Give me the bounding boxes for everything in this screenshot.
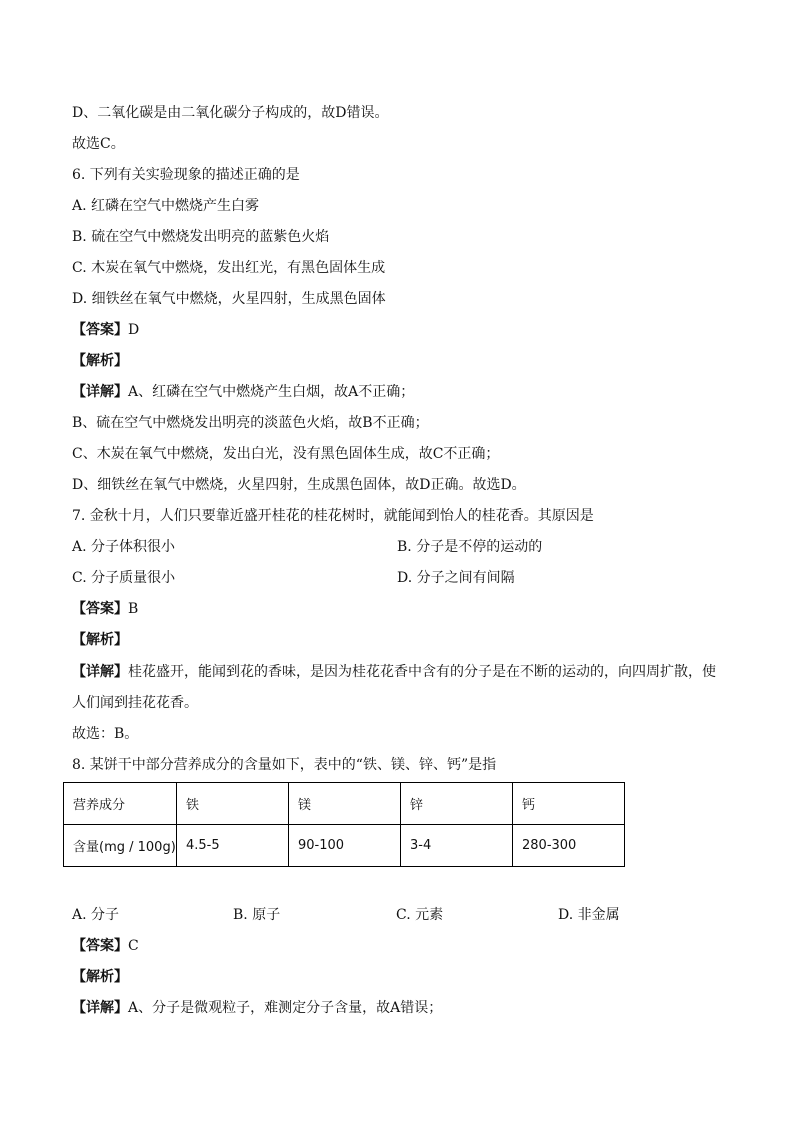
detail-text: A、红磷在空气中燃烧产生白烟，故A不正确； (128, 384, 415, 400)
q7-detail-line2: 人们闻到挂花花香。 (72, 695, 198, 711)
q7-option-c: C. 分子质量很小 (72, 570, 176, 586)
table-header-row (64, 783, 625, 825)
table-cell: 280-300 (513, 825, 625, 867)
q7-option-a: A. 分子体积很小 (72, 539, 176, 555)
q8-option-a: A. 分子 (72, 907, 120, 923)
q6-option-a: A. 红磷在空气中燃烧产生白雾 (72, 198, 260, 214)
q8-stem: 8. 某饼干中部分营养成分的含量如下，表中的“铁、镁、锌、钙”是指 (72, 757, 497, 773)
q6-option-b: B. 硫在空气中燃烧发出明亮的蓝紫色火焰 (72, 229, 330, 245)
table-header-cell: 铁 (177, 783, 289, 825)
analysis-label: 【解析】 (72, 969, 128, 985)
q6-detail-a (72, 382, 414, 402)
q5-choice: 故选C。 (72, 136, 125, 152)
table-header-cell: 营养成分 (64, 783, 177, 825)
q6-detail-d: D、细铁丝在氧气中燃烧，火星四射，生成黑色固体，故D正确。故选D。 (72, 477, 526, 493)
q6-analysis-label (72, 351, 128, 371)
table-row (64, 825, 625, 867)
answer-label: 【答案】 (72, 322, 128, 338)
q6-option-d: D. 细铁丝在氧气中燃烧，火星四射，生成黑色固体 (72, 291, 386, 307)
table-header-cell: 镁 (289, 783, 401, 825)
q6-detail-b: B、硫在空气中燃烧发出明亮的淡蓝色火焰，故B不正确； (72, 415, 429, 431)
q6-detail-c: C、木炭在氧气中燃烧，发出白光，没有黑色固体生成，故C不正确； (72, 446, 500, 462)
q6-option-c: C. 木炭在氧气中燃烧，发出红光，有黑色固体生成 (72, 260, 386, 276)
q7-option-b: B. 分子是不停的运动的 (397, 539, 543, 555)
table-header-cell: 钙 (513, 783, 625, 825)
q7-answer (72, 599, 138, 619)
q5-option-d-explanation: D、二氧化碳是由二氧化碳分子构成的，故D错误。 (72, 105, 389, 121)
table-cell: 3-4 (401, 825, 513, 867)
answer-label: 【答案】 (72, 938, 128, 954)
q6-answer (72, 320, 139, 340)
detail-label: 【详解】 (72, 664, 128, 680)
analysis-label: 【解析】 (72, 632, 128, 648)
q7-choice: 故选：B。 (72, 726, 139, 742)
answer-value: B (128, 601, 139, 617)
q7-stem: 7. 金秋十月，人们只要靠近盛开桂花的桂花树时，就能闻到怡人的桂花香。其原因是 (72, 508, 594, 524)
answer-label: 【答案】 (72, 601, 128, 617)
analysis-label: 【解析】 (72, 353, 128, 369)
q6-stem: 6. 下列有关实验现象的描述正确的是 (72, 167, 300, 183)
q8-detail-a (72, 998, 442, 1018)
q7-option-d: D. 分子之间有间隔 (397, 570, 515, 586)
detail-text: A、分子是微观粒子，难测定分子含量，故A错误； (128, 1000, 443, 1016)
answer-value: C (128, 938, 139, 954)
detail-label: 【详解】 (72, 1000, 128, 1016)
q8-option-b: B. 原子 (233, 907, 281, 923)
table-cell: 4.5-5 (177, 825, 289, 867)
q8-option-d: D. 非金属 (558, 907, 620, 923)
table-cell: 含量(mg / 100g) (64, 825, 177, 867)
nutrition-table (63, 782, 625, 867)
answer-value: D (128, 322, 140, 338)
q8-answer (72, 936, 139, 956)
detail-label: 【详解】 (72, 384, 128, 400)
detail-text: 桂花盛开，能闻到花的香味，是因为桂花花香中含有的分子是在不断的运动的，向四周扩散，使 (128, 664, 716, 680)
q7-detail-line1 (72, 662, 716, 682)
table-header-cell: 锌 (401, 783, 513, 825)
q8-option-c: C. 元素 (396, 907, 444, 923)
q8-analysis-label (72, 967, 128, 987)
q7-analysis-label (72, 630, 128, 650)
table-cell: 90-100 (289, 825, 401, 867)
